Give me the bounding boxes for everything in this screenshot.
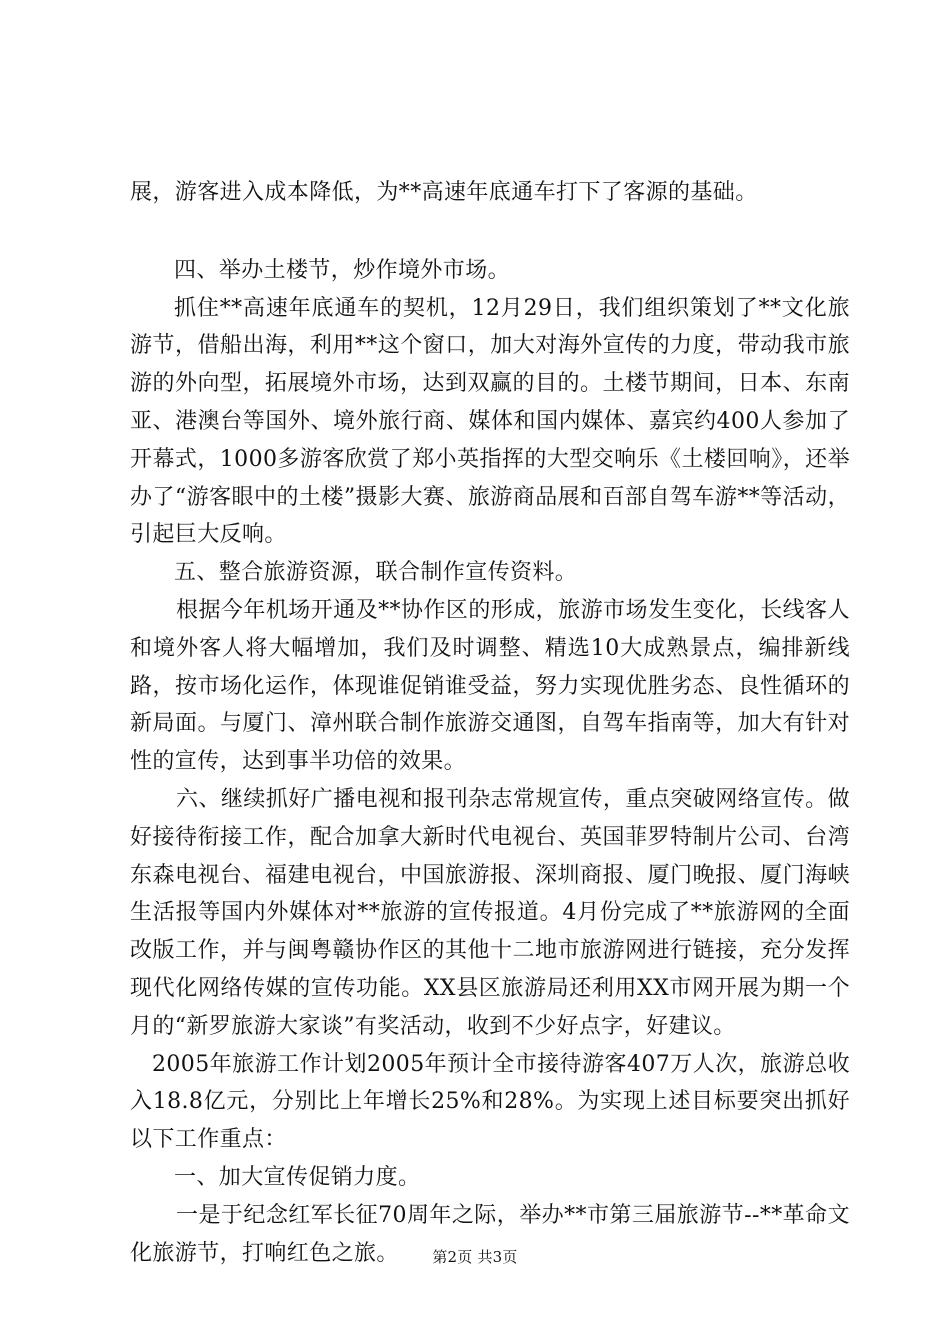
- paragraph-2005-plan: 2005年旅游工作计划2005年预计全市接待游客407万人次，旅游总收入18.8亿元，分别比上年增长25%和28%。为实现上述目标要突出抓好以下工作重点：: [130, 1051, 850, 1153]
- paragraph-red-tourism: 一是于纪念红军长征70周年之际，举办**市第三届旅游节--**革命文化旅游节，打响红色之旅。: [130, 1202, 850, 1266]
- section-heading-plan-1: 一、加大宣传促销力度。: [174, 1164, 421, 1190]
- paragraph-tulou-festival: 抓住**高速年底通车的契机，12月29日，我们组织策划了**文化旅游节，借船出海，利用**这个窗口，加大对海外宣传的力度，带动我市旅游的外向型，拓展境外市场，达到双赢的目的。土楼节期间，日本、东南亚、港澳台等国外、境外旅行商、媒体和国内媒体、嘉宾约400人参加了开幕式，1000多游客欣赏了郑小英指挥的大型交响乐《土楼回响》，还举办了“游客眼中的土楼”摄影大赛、旅游商品展和百部自驾车游**等活动，引起巨大反响。: [130, 295, 850, 548]
- paragraph-media-publicity: 六、继续抓好广播电视和报刊杂志常规宣传，重点突破网络宣传。做好接待衔接工作，配合加拿大新时代电视台、英国菲罗特制片公司、台湾东森电视台、福建电视台，中国旅游报、深圳商报、厦门晚报、厦门海峡生活报等国内外媒体对**旅游的宣传报道。4月份完成了**旅游网的全面改版工作，并与闽粤赣协作区的其他十二地市旅游网进行链接，充分发挥现代化网络传媒的宣传功能。XX县区旅游局还利用XX市网开展为期一个月的“新罗旅游大家谈”有奖活动，收到不少好点字，好建议。: [130, 786, 850, 1039]
- paragraph-resources: 根据今年机场开通及**协作区的形成，旅游市场发生变化，长线客人和境外客人将大幅增加，我们及时调整、精选10大成熟景点，编排新线路，按市场化运作，体现谁促销谁受益，努力实现优胜劣态、良性循环的新局面。与厦门、漳州联合制作旅游交通图，自驾车指南等，加大有针对性的宣传，达到事半功倍的效果。: [130, 597, 850, 775]
- page-number-footer: 第2页 共3页: [432, 1248, 518, 1266]
- section-heading-4: 四、举办土楼节，炒作境外市场。: [174, 257, 511, 283]
- paragraph-continuation: 展，游客进入成本降低，为**高速年底通车打下了客源的基础。: [130, 180, 758, 205]
- document-body: [130, 174, 850, 1272]
- section-heading-5: 五、整合旅游资源，联合制作宣传资料。: [174, 560, 578, 586]
